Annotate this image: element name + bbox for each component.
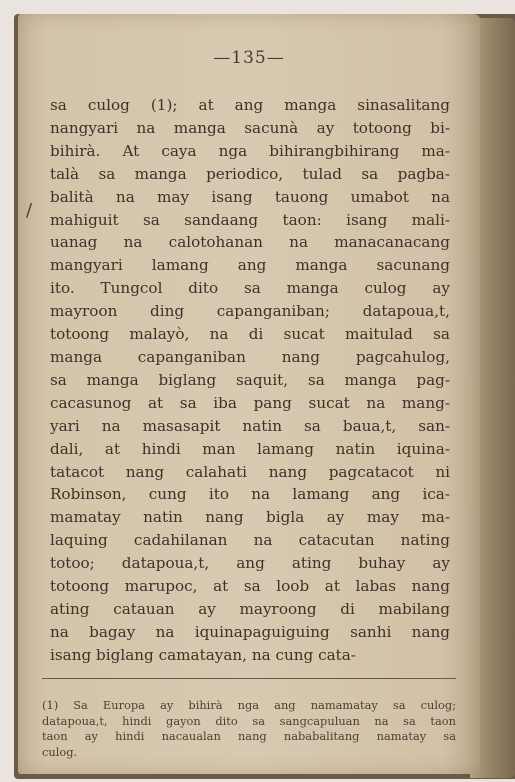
body-line: talà sa manga periodico, tulad sa pagba- bbox=[50, 164, 450, 183]
body-line: totoong malayò, na di sucat maitulad sa bbox=[50, 325, 450, 344]
footnote-line: taon ay hindi nacaualan nang nababalitang namatay sa bbox=[42, 729, 456, 743]
body-line: na bagay na iquinapaguiguing sanhi nang bbox=[50, 622, 450, 641]
footnote bbox=[42, 698, 456, 760]
footnote-line: datapoua,t, hindi gayon dito sa sangcapuluan na sa taon bbox=[42, 713, 456, 728]
body-line: totoong marupoc, at sa loob at labas nang bbox=[50, 577, 450, 596]
page-number: —135— bbox=[213, 48, 285, 68]
body-line: mangyari lamang ang manga sacunang bbox=[50, 256, 450, 275]
body-line: ito. Tungcol dito sa manga culog ay bbox=[50, 279, 450, 298]
body-line: mahiguit sa sandaang taon: isang mali- bbox=[50, 210, 450, 229]
body-line: isang biglang camatayan, na cung cata- bbox=[50, 645, 356, 664]
margin-pencil-mark: / bbox=[26, 200, 33, 221]
body-line: sa manga biglang saquit, sa manga pag- bbox=[50, 370, 450, 389]
book-page bbox=[18, 14, 480, 774]
body-line: mamatay natin nang bigla ay may ma- bbox=[50, 508, 450, 527]
body-line: laquing cadahilanan na catacutan nating bbox=[50, 531, 450, 550]
body-line: mayroon ding capanganiban; datapoua,t, bbox=[50, 302, 450, 321]
body-line: tatacot nang calahati nang pagcatacot ni bbox=[50, 462, 450, 481]
footnote-divider bbox=[42, 678, 456, 679]
body-line: yari na masasapit natin sa baua,t, san- bbox=[50, 416, 450, 435]
body-line: Robinson, cung ito na lamang ang ica- bbox=[50, 485, 450, 504]
footnote-line: (1) Sa Europa ay bihirà nga ang namamatay sa culog; bbox=[42, 698, 456, 712]
body-line: ating catauan ay mayroong di mabilang bbox=[50, 599, 450, 618]
body-line: bihirà. At caya nga bihirangbihirang ma- bbox=[50, 141, 450, 160]
body-line: sa culog (1); at ang manga sinasalitang bbox=[50, 96, 450, 114]
body-line: cacasunog at sa iba pang sucat na mang- bbox=[50, 393, 450, 412]
body-line: dali, at hindi man lamang natin iquina- bbox=[50, 439, 450, 458]
body-line: uanag na calotohanan na manacanacang bbox=[50, 233, 450, 252]
body-line: nangyari na manga sacunà ay totoong bi- bbox=[50, 118, 450, 137]
body-line: totoo; datapoua,t, ang ating buhay ay bbox=[50, 554, 450, 573]
body-line: manga capanganiban nang pagcahulog, bbox=[50, 347, 450, 366]
body-text bbox=[50, 94, 450, 667]
footnote-line: culog. bbox=[42, 744, 78, 759]
body-line: balità na may isang tauong umabot na bbox=[50, 187, 450, 206]
